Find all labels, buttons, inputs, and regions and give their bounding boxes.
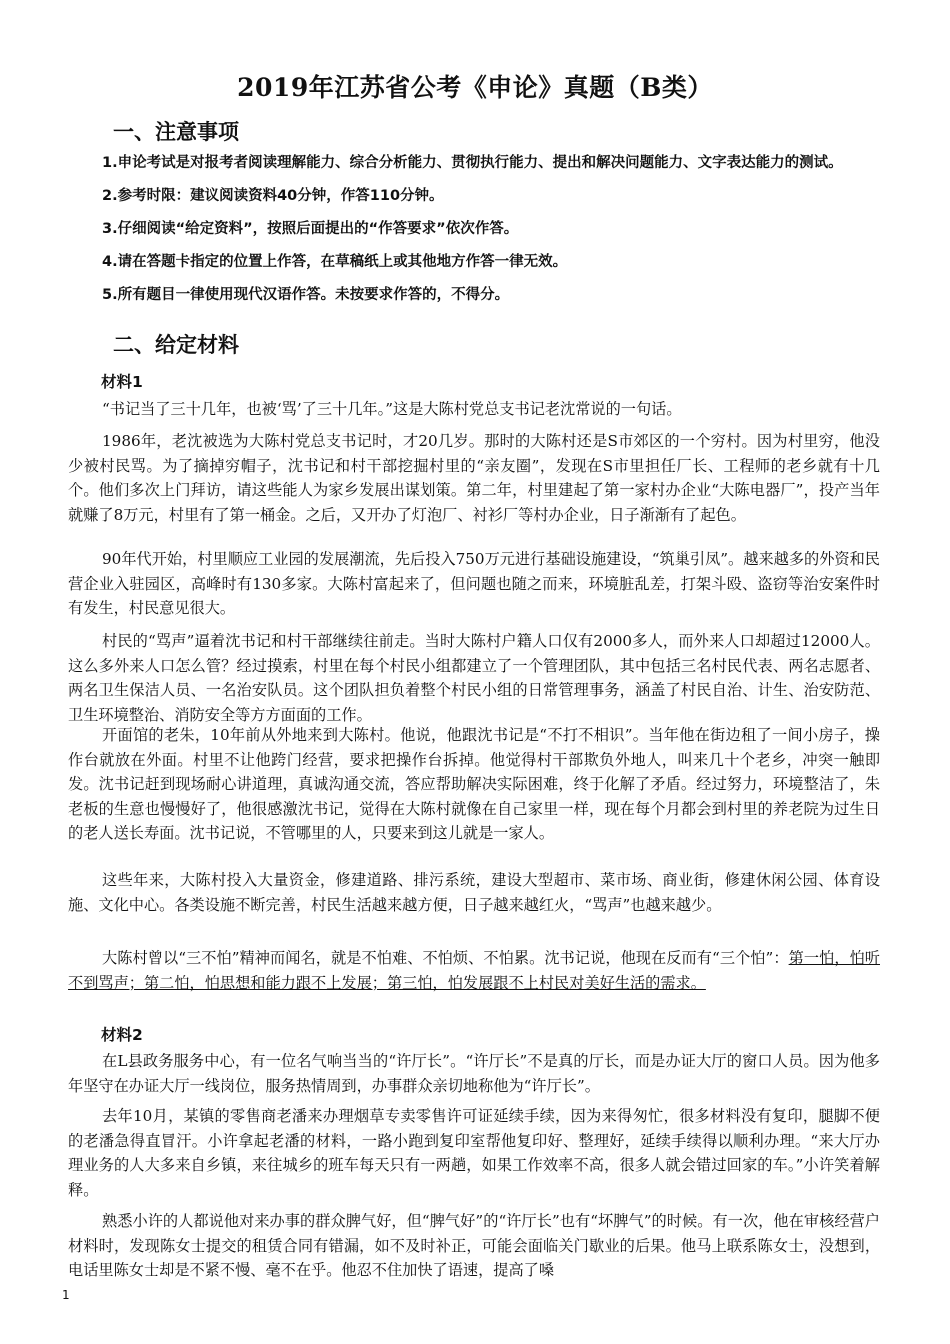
notice-item: 4.请在答题卡指定的位置上作答，在草稿纸上或其他地方作答一律无效。 [102,254,568,270]
material-2-paragraph: 在L县政务服务中心，有一位名气响当当的“许厅长”。“许厅长”不是真的厅长，而是办证大厅的窗口人员。因为他多年坚守在办证大厅一线岗位，服务热情周到，办事群众亲切地称他为“许厅长”。 [68,1052,880,1095]
material-1-paragraph: 1986年，老沈被选为大陈村党总支书记时，才20几岁。那时的大陈村还是S市郊区的一个穷村。因为村里穷，他没少被村民骂。为了摘掉穷帽子，沈书记和村干部挖掘村里的“亲友圈”，发现在S市里担任厂长、工程师的老乡就有十几个。他们多次上门拜访，请这些能人为家乡发展出谋划策。第二年，村里建起了第一家村办企业“大陈电器厂”，投产当年就赚了8万元，村里有了第一桶金。之后，又开办了灯泡厂、衬衫厂等村办企业，日子渐渐有了起色。 [68,432,880,524]
document-title: 2019年江苏省公考《申论》真题（B类） [237,73,713,102]
material-1-paragraph: 村民的“骂声”逼着沈书记和村干部继续往前走。当时大陈村户籍人口仅有2000多人，而外来人口却超过12000人。这么多外来人口怎么管？经过摸索，村里在每个村民小组都建立了一个管理团队，其中包括三名村民代表、两名志愿者、两名卫生保洁人员、一名治安队员。这个团队担负着整个村民小组的日常管理事务，涵盖了村民自治、计生、治安防范、卫生环境整治、消防安全等方方面面的工作。 [68,632,880,724]
notice-item: 1.申论考试是对报考者阅读理解能力、综合分析能力、贯彻执行能力、提出和解决问题能力、文字表达能力的测试。 [102,155,843,171]
material-2-heading: 材料2 [101,1026,143,1044]
notice-item: 2.参考时限：建议阅读资料40分钟，作答110分钟。 [102,188,444,204]
notice-item: 5.所有题目一律使用现代汉语作答。未按要求作答的，不得分。 [102,287,510,303]
section-heading-notice: 一、注意事项 [113,120,239,144]
material-1-paragraph: 90年代开始，村里顺应工业园的发展潮流，先后投入750万元进行基础设施建设，“筑巢引凤”。越来越多的外资和民营企业入驻园区，高峰时有130多家。大陈村富起来了，但问题也随之而来，环境脏乱差，打架斗殴、盗窃等治安案件时有发生，村民意见很大。 [68,550,880,617]
material-1-paragraph-last [68,946,880,995]
underlined-text: 第一怕，怕听不到骂声；第二怕，怕思想和能力跟不上发展；第三怕，怕发展跟不上村民对美好生活的需求。 [68,949,880,992]
material-2-paragraph: 去年10月，某镇的零售商老潘来办理烟草专卖零售许可证延续手续，因为来得匆忙，很多材料没有复印，腿脚不便的老潘急得直冒汗。小许拿起老潘的材料，一路小跑到复印室帮他复印好、整理好，延续手续得以顺利办理。“来大厅办理业务的人大多来自乡镇，来往城乡的班车每天只有一两趟，如果工作效率不高，很多人就会错过回家的车。”小许笑着解释。 [68,1107,880,1199]
material-1-paragraph: “书记当了三十几年，也被‘骂’了三十几年。”这是大陈村党总支书记老沈常说的一句话。 [102,400,682,418]
notice-list [68,150,880,315]
material-2-paragraph: 熟悉小许的人都说他对来办事的群众脾气好，但“脾气好”的“许厅长”也有“坏脾气”的时候。有一次，他在审核经营户材料时，发现陈女士提交的租赁合同有错漏，如不及时补正，可能会面临关门歇业的后果。他马上联系陈女士，没想到，电话里陈女士却是不紧不慢、毫不在乎。他忍不住加快了语速，提高了嗓 [68,1212,880,1279]
material-1-paragraph: 这些年来，大陈村投入大量资金，修建道路、排污系统，建设大型超市、菜市场、商业街，修建休闲公园、体育设施、文化中心。各类设施不断完善，村民生活越来越方便，日子越来越红火，“骂声”也越来越少。 [68,871,880,914]
material-1-heading: 材料1 [101,373,143,391]
notice-item: 3.仔细阅读“给定资料”，按照后面提出的“作答要求”依次作答。 [102,221,519,237]
material-1-paragraph: 开面馆的老朱，10年前从外地来到大陈村。他说，他跟沈书记是“不打不相识”。当年他在街边租了一间小房子，操作台就放在外面。村里不让他跨门经营，要求把操作台拆掉。他觉得村干部欺负外地人，叫来几十个老乡，冲突一触即发。沈书记赶到现场耐心讲道理，真诚沟通交流，答应帮助解决实际困难，终于化解了矛盾。经过努力，环境整洁了，朱老板的生意也慢慢好了，他很感激沈书记，觉得在大陈村就像在自己家里一样，现在每个月都会到村里的养老院为过生日的老人送长寿面。沈书记说，不管哪里的人，只要来到这儿就是一家人。 [68,726,880,842]
material-1-text: 大陈村曾以“三不怕”精神而闻名，就是不怕难、不怕烦、不怕累。沈书记说，他现在反而有“三个怕”： [102,949,789,967]
page-number: 1 [62,1288,70,1302]
section-heading-materials: 二、给定材料 [113,333,239,357]
